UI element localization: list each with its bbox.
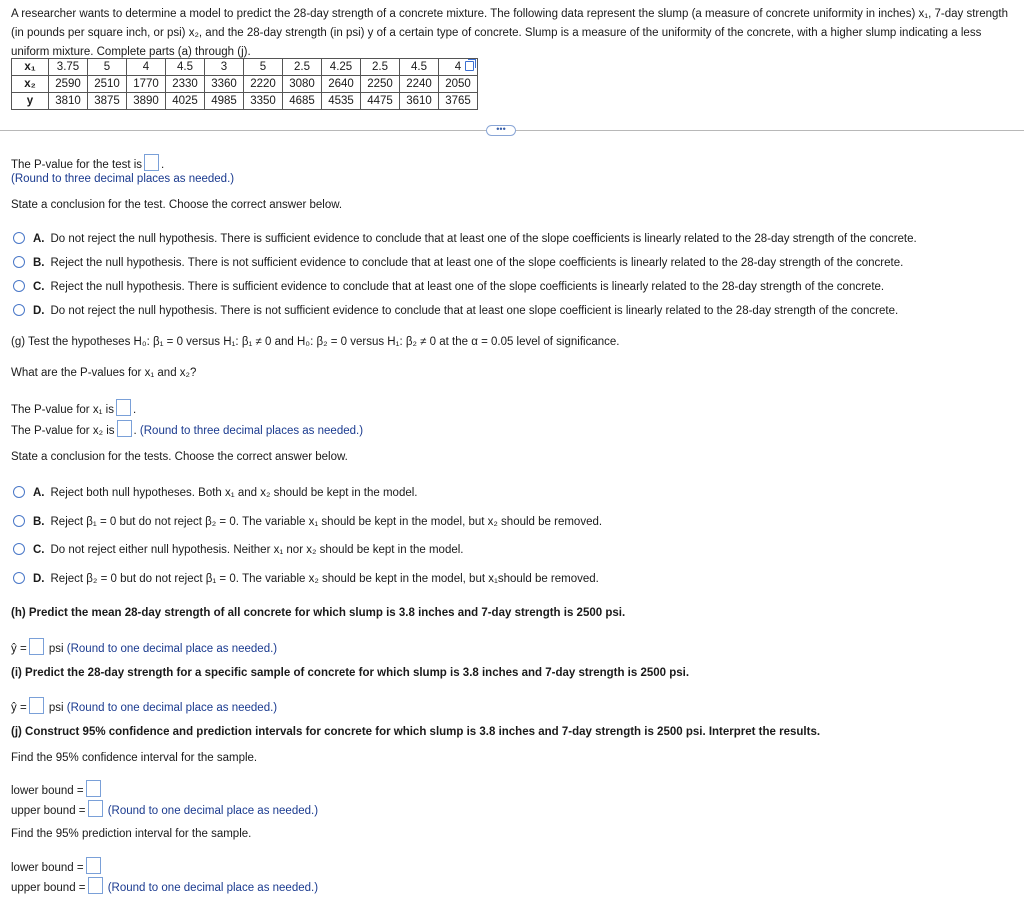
g-option-a[interactable]: A. Reject both null hypotheses. Both x₁ and x₂ should be kept in the model. [13,486,418,499]
g-question: What are the P-values for x₁ and x₂? [11,367,197,379]
j-ci-lower-input[interactable] [86,780,101,797]
i-yhat-label: ŷ = [11,702,27,714]
row-header: x₁ [12,59,49,76]
g-option-d[interactable]: D. Reject β₂ = 0 but do not reject β₁ = 0. The variable x₂ should be kept in the model, but x₁should be removed. [13,572,599,585]
problem-statement: A researcher wants to determine a model to predict the 28-day strength of a concrete mixture. The following data represent the slump (a measure of concrete uniformity in inches) x₁, 7-day strength (in pounds per square inch, or psi) x₂, and the 28-day strength (in psi) y of a certain type of concrete. Slump is a measure of the uniformity of the concrete, with a higher slump indicating a less uniform mixture. Complete parts (a) through (j). [11,8,1009,58]
table-cell: 2.5 [361,59,400,76]
j-ci-lower-line [11,780,103,797]
table-cell: 3080 [283,76,322,93]
table-cell: 3350 [244,93,283,110]
radio-icon[interactable] [13,572,25,584]
table-cell: 3875 [88,93,127,110]
j-heading: (j) Construct 95% confidence and prediction intervals for concrete for which slump is 3.8 inches and 7-day strength is 2500 psi. Interpret the results. [11,726,821,738]
row-header: x₂ [12,76,49,93]
table-cell: 3360 [205,76,244,93]
f-pvalue-line: The P-value for the test is . [11,154,164,171]
f-pvalue-label: The P-value for the test is [11,159,143,171]
j-pi-lower-input[interactable] [86,857,101,874]
table-cell: 4535 [322,93,361,110]
g-p2-label: The P-value for x₂ is [11,425,115,437]
j-pi-prompt: Find the 95% prediction interval for the sample. [11,828,252,840]
table-cell: 2240 [400,76,439,93]
j-ci-upper-line [11,800,318,817]
row-header: y [12,93,49,110]
g-p2-line: The P-value for x₂ is . (Round to three decimal places as needed.) [11,420,363,437]
table-cell: 4475 [361,93,400,110]
table-cell: 2640 [322,76,361,93]
j-pi-lower-line [11,857,103,874]
j-ci-upper-label: upper bound = [11,805,86,817]
data-table [11,58,478,110]
table-cell: 4.25 [322,59,361,76]
h-round-hint: (Round to one decimal place as needed.) [66,643,278,655]
radio-icon[interactable] [13,304,25,316]
table-cell: 4985 [205,93,244,110]
table-cell: 3 [205,59,244,76]
g-round-hint: (Round to three decimal places as needed.) [139,425,364,437]
g-p1-input[interactable] [116,399,131,416]
table-cell: 4025 [166,93,205,110]
table-row [12,93,478,110]
table-cell: 4.5 [400,59,439,76]
g-conclusion-prompt: State a conclusion for the tests. Choose the correct answer below. [11,451,348,463]
g-p1-label: The P-value for x₁ is [11,404,114,416]
g-heading: (g) Test the hypotheses H₀: β₁ = 0 versus H₁: β₁ ≠ 0 and H₀: β₂ = 0 versus H₁: β₂ ≠ 0 at the α = 0.05 level of significance. [11,336,620,348]
j-ci-lower-label: lower bound = [11,785,84,797]
table-cell: 2220 [244,76,283,93]
radio-icon[interactable] [13,280,25,292]
g-p2-input[interactable] [117,420,132,437]
table-cell: 3.75 [49,59,88,76]
table-row [12,76,478,93]
i-yhat-input[interactable] [29,697,44,714]
table-cell: 4 [127,59,166,76]
radio-icon[interactable] [13,232,25,244]
j-ci-round-hint: (Round to one decimal place as needed.) [107,805,319,817]
j-pi-round-hint: (Round to one decimal place as needed.) [107,882,319,894]
f-option-b[interactable]: B. Reject the null hypothesis. There is not sufficient evidence to conclude that at least one of the slope coefficients is linearly related to the 28-day strength of the concrete. [13,256,903,269]
radio-icon[interactable] [13,543,25,555]
f-pvalue-input[interactable] [144,154,159,171]
copy-data-icon[interactable] [465,61,474,71]
radio-icon[interactable] [13,486,25,498]
table-cell: 3890 [127,93,166,110]
f-option-a[interactable]: A. Do not reject the null hypothesis. There is sufficient evidence to conclude that at least one of the slope coefficients is linearly related to the 28-day strength of the concrete. [13,232,917,245]
j-ci-upper-input[interactable] [88,800,103,817]
g-option-c[interactable]: C. Do not reject either null hypothesis. Neither x₁ nor x₂ should be kept in the model. [13,543,463,556]
table-cell: 5 [88,59,127,76]
h-heading: (h) Predict the mean 28-day strength of all concrete for which slump is 3.8 inches and 7-day strength is 2500 psi. [11,607,626,619]
f-round-hint: (Round to three decimal places as needed.) [11,173,235,185]
g-p1-line: The P-value for x₁ is . [11,399,136,416]
f-conclusion-prompt: State a conclusion for the test. Choose the correct answer below. [11,199,343,211]
table-cell: 2590 [49,76,88,93]
j-pi-upper-label: upper bound = [11,882,86,894]
table-cell: 4.5 [166,59,205,76]
table-cell: 3810 [49,93,88,110]
table-cell: 2330 [166,76,205,93]
h-unit: psi [48,643,64,655]
f-option-d[interactable]: D. Do not reject the null hypothesis. There is not sufficient evidence to conclude that at least one slope coefficient is linearly related to the 28-day strength of the concrete. [13,304,898,317]
i-heading: (i) Predict the 28-day strength for a specific sample of concrete for which slump is 3.8 inches and 7-day strength is 2500 psi. [11,667,690,679]
j-pi-lower-label: lower bound = [11,862,84,874]
more-button[interactable]: ••• [486,125,516,136]
table-cell: 2.5 [283,59,322,76]
radio-icon[interactable] [13,256,25,268]
table-cell: 2510 [88,76,127,93]
i-round-hint: (Round to one decimal place as needed.) [66,702,278,714]
j-ci-prompt: Find the 95% confidence interval for the sample. [11,752,258,764]
h-yhat-input[interactable] [29,638,44,655]
h-answer-line [11,638,277,655]
table-cell: 2250 [361,76,400,93]
f-option-c[interactable]: C. Reject the null hypothesis. There is sufficient evidence to conclude that at least one of the slope coefficients is linearly related to the 28-day strength of the concrete. [13,280,884,293]
g-option-b[interactable]: B. Reject β₁ = 0 but do not reject β₂ = 0. The variable x₁ should be kept in the model, but x₂ should be removed. [13,515,602,528]
h-yhat-label: ŷ = [11,643,27,655]
i-answer-line [11,697,277,714]
table-row [12,59,478,76]
table-cell: 2050 [439,76,478,93]
table-cell: 4 [439,59,478,76]
table-cell: 5 [244,59,283,76]
radio-icon[interactable] [13,515,25,527]
table-cell: 3765 [439,93,478,110]
j-pi-upper-line [11,877,318,894]
table-cell: 4685 [283,93,322,110]
table-cell: 3610 [400,93,439,110]
i-unit: psi [48,702,64,714]
j-pi-upper-input[interactable] [88,877,103,894]
table-cell: 1770 [127,76,166,93]
